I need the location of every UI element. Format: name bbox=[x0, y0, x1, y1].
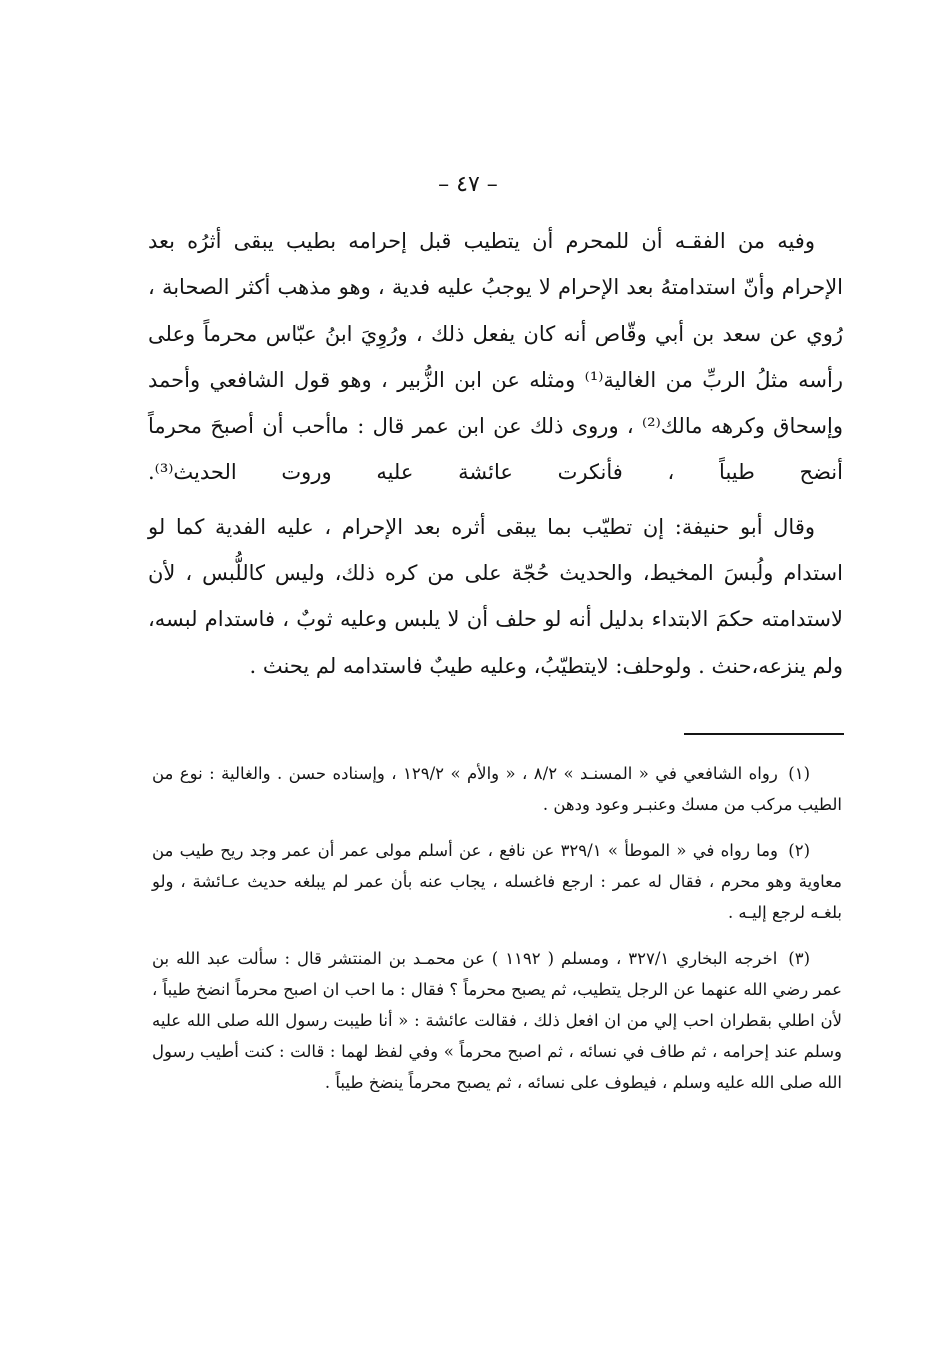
paragraph-2: وقال أبو حنيفة: إن تطيّب بما يبقى أثره بعد الإحرام ، عليه الفدية كما لو استدام ولُبسَ المخيط، والحديث حُجّة على من كره ذلك، وليس كاللُّبس ، لأن لاستدامته حكمَ الابتداء بدليل أنه لو حلف أن لا يلبس وعليه ثوبٌ ، فاستدام لبسه، ولم ينزعه،حنث . ولوحلف: لايتطيّبُ، وعليه طيبٌ فاستدامه لم يحنث . bbox=[148, 514, 843, 678]
footnote-text: وما رواه في « الموطأ » ٣٢٩/١ عن نافع ، عن أسلم مولى عمر أن عمر وجد ريح طيب من معاوية وهو محرم ، فقال له عمر : ارجع فاغسله ، يجاب عنه بأن عمر لم يبلغه حديث عـائشة ، ولو بلغـه لرجع إليـه . bbox=[152, 841, 842, 922]
footnote-2 bbox=[152, 835, 842, 928]
footnote-1 bbox=[152, 758, 842, 820]
footnotes bbox=[152, 758, 842, 1113]
footnote-3 bbox=[152, 943, 842, 1098]
footnote-text: اخرجه البخاري ٣٢٧/١ ، ومسلم ( ١١٩٢ ) عن محمـد بن المنتشر قال : سألت عبد الله بن عمر رضي الله عنهما عن الرجل يتطيب، ثم يصبح محرماً ؟ فقال : ما احب ان اصبح محرماً انضخ طيباً ، لأن اطلي بقطران احب إلي من ان افعل ذلك ، فقالت عائشة : « أنا طيبت رسول الله صلى الله عليه وسلم عند إحرامه ، ثم طاف في نسائه ، ثم اصبح محرماً » وفي لفظ لهما : قالت : كنت أطيب رسول الله صلى الله عليه وسلم ، فيطوف على نسائه ، ثم يصبح محرماً ينضخ طيباً . bbox=[152, 949, 842, 1092]
footnote-divider bbox=[684, 733, 844, 735]
footnote-number: (١) bbox=[788, 764, 810, 783]
paragraph-1: وفيه من الفقـه أن للمحرم أن يتطيب قبل إحرامه بطيب يبقى أثرُه بعد الإحرام وأنّ استدامتهُ بعد الإحرام لا يوجبُ عليه فدية ، وهو مذهب أكثر الصحابة ، رُوي عن سعد بن أبي وقّاص أنه كان يفعل ذلك ، ورُوِيَ ابنُ عبّاس محرماً وعلى رأسه مثلُ الربِّ من الغالية⁽¹⁾ ومثله عن ابن الزُّبير ، وهو قول الشافعي وأحمد وإسحاق وكرهه مالك⁽²⁾ ، وروى ذلك عن ابن عمر قال : ماأحب أن أصبحَ محرماً أنضح طيباً ، فأنكرت عائشة عليه وروت الحديث⁽³⁾. bbox=[148, 229, 843, 485]
footnote-number: (٣) bbox=[788, 949, 811, 968]
main-text bbox=[148, 218, 843, 689]
footnote-number: (٢) bbox=[788, 841, 810, 860]
page-number: – ٤٧ – bbox=[438, 172, 498, 197]
footnote-text: رواه الشافعي في « المسنـد » ٨/٢ ، « والأم » ١٢٩/٢ ، وإسناده حسن . والغالية : نوع من الطيب مركب من مسك وعنبـر وعود ودهن . bbox=[152, 764, 842, 814]
